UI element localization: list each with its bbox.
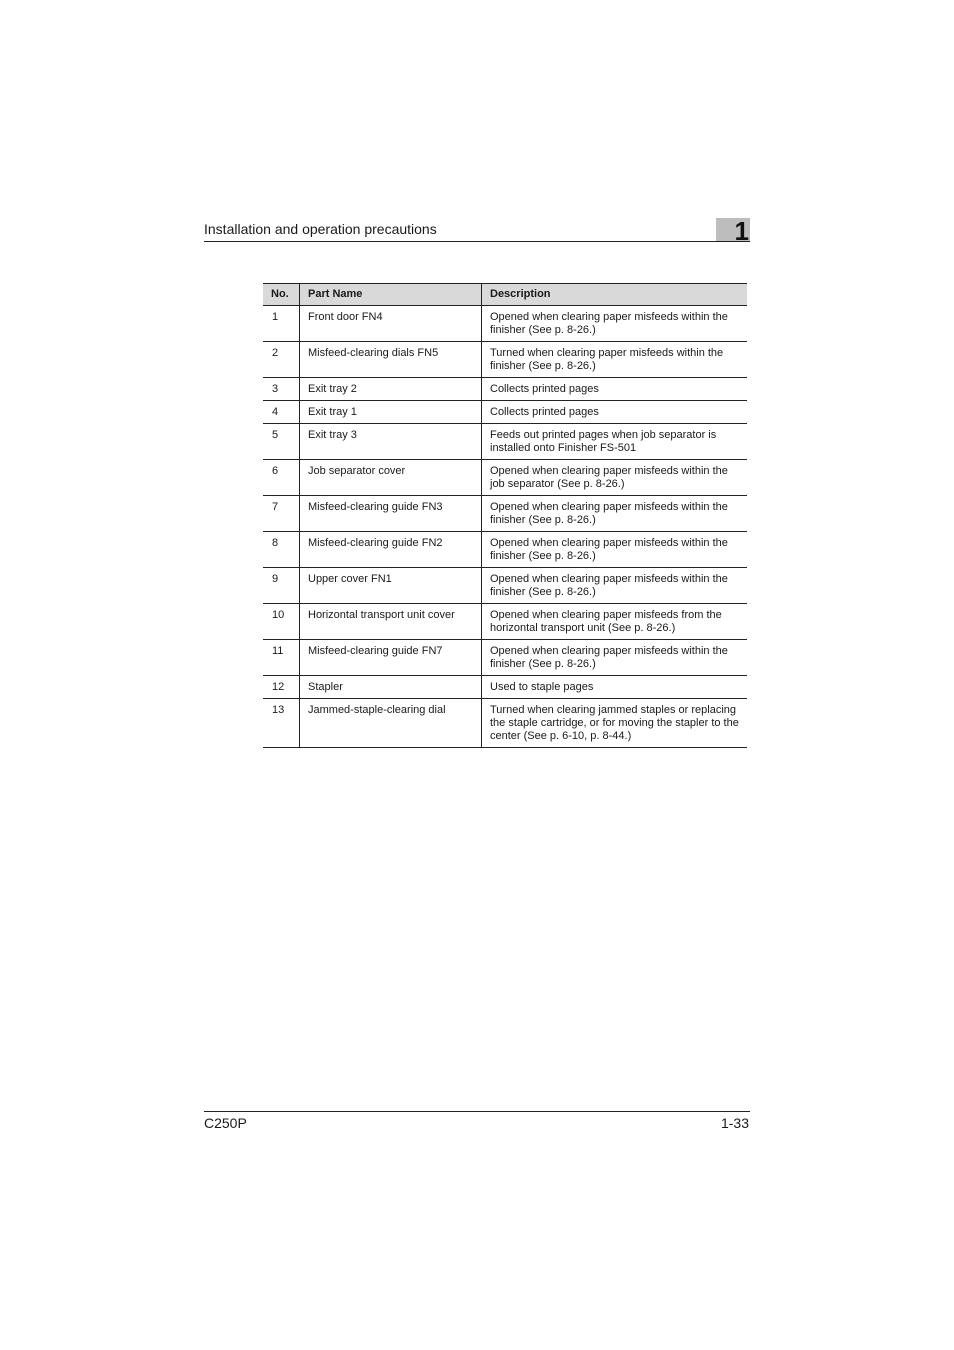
chapter-tab (716, 216, 750, 246)
row-number: 10 (263, 604, 300, 640)
footer-divider (204, 1111, 750, 1112)
row-part-name: Exit tray 3 (300, 424, 482, 460)
row-part-name: Misfeed-clearing guide FN3 (300, 496, 482, 532)
row-number: 11 (263, 640, 300, 676)
row-description: Opened when clearing paper misfeeds within the finisher (See p. 8-26.) (482, 568, 748, 604)
footer-model: C250P (204, 1115, 247, 1131)
row-description: Opened when clearing paper misfeeds within the finisher (See p. 8-26.) (482, 640, 748, 676)
table-row (263, 699, 747, 748)
row-part-name: Misfeed-clearing guide FN2 (300, 532, 482, 568)
row-part-name: Exit tray 2 (300, 378, 482, 401)
column-header-no: No. (263, 284, 300, 306)
column-header-part-name: Part Name (300, 284, 482, 306)
row-description: Feeds out printed pages when job separator is installed onto Finisher FS-501 (482, 424, 748, 460)
row-description: Opened when clearing paper misfeeds from the horizontal transport unit (See p. 8-26.) (482, 604, 748, 640)
row-number: 6 (263, 460, 300, 496)
table-row (263, 568, 747, 604)
table-row (263, 424, 747, 460)
row-number: 1 (263, 306, 300, 342)
table-row (263, 496, 747, 532)
row-part-name: Job separator cover (300, 460, 482, 496)
table-header-row (263, 284, 747, 306)
row-description: Opened when clearing paper misfeeds within the finisher (See p. 8-26.) (482, 532, 748, 568)
row-description: Turned when clearing paper misfeeds within the finisher (See p. 8-26.) (482, 342, 748, 378)
row-number: 4 (263, 401, 300, 424)
row-number: 8 (263, 532, 300, 568)
table-row (263, 532, 747, 568)
row-description: Used to staple pages (482, 676, 748, 699)
table-row (263, 640, 747, 676)
row-part-name: Jammed-staple-clearing dial (300, 699, 482, 748)
table-row (263, 378, 747, 401)
row-description: Turned when clearing jammed staples or replacing the staple cartridge, or for moving the stapler to the center (See p. 6-10, p. 8-44.) (482, 699, 748, 748)
row-number: 13 (263, 699, 300, 748)
row-part-name: Horizontal transport unit cover (300, 604, 482, 640)
row-number: 9 (263, 568, 300, 604)
row-description: Opened when clearing paper misfeeds within the finisher (See p. 8-26.) (482, 496, 748, 532)
row-part-name: Upper cover FN1 (300, 568, 482, 604)
table-row (263, 401, 747, 424)
header-divider (204, 241, 750, 242)
row-description: Collects printed pages (482, 378, 748, 401)
table-row (263, 306, 747, 342)
parts-table (263, 283, 747, 748)
row-part-name: Front door FN4 (300, 306, 482, 342)
table-row (263, 342, 747, 378)
page-header-title: Installation and operation precautions (204, 221, 437, 237)
row-description: Opened when clearing paper misfeeds within the job separator (See p. 8-26.) (482, 460, 748, 496)
row-part-name: Stapler (300, 676, 482, 699)
chapter-number: 1 (734, 216, 749, 246)
row-description: Opened when clearing paper misfeeds within the finisher (See p. 8-26.) (482, 306, 748, 342)
footer-page-number: 1-33 (720, 1115, 749, 1131)
row-part-name: Misfeed-clearing dials FN5 (300, 342, 482, 378)
row-part-name: Misfeed-clearing guide FN7 (300, 640, 482, 676)
row-part-name: Exit tray 1 (300, 401, 482, 424)
row-number: 5 (263, 424, 300, 460)
row-number: 3 (263, 378, 300, 401)
table-row (263, 604, 747, 640)
row-number: 2 (263, 342, 300, 378)
row-number: 12 (263, 676, 300, 699)
table-row (263, 460, 747, 496)
column-header-description: Description (482, 284, 748, 306)
row-number: 7 (263, 496, 300, 532)
table-row (263, 676, 747, 699)
row-description: Collects printed pages (482, 401, 748, 424)
